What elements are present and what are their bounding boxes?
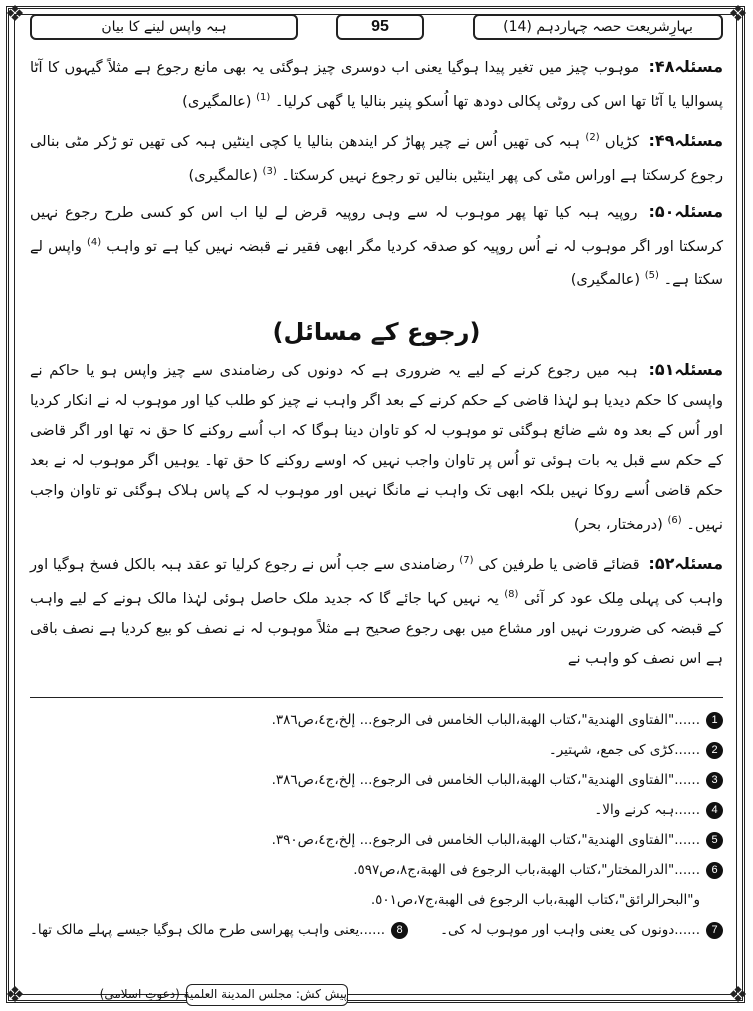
masala-text: کڑیاں [604,132,640,150]
footnote-number: 3 [706,772,723,789]
masala-text: روپیہ ہبہ کیا تھا پھر موہوب لہ سے وہی روپیہ قرض لے لیا اب اس کو کسی طرح رجوع نہیں کرسکتا اور اگر موہوب لہ نے اُس روپیہ کو صدقہ کردیا مگر ابھی فقیر نے قبضہ نہیں کیا ہے تو واہب [30,203,724,255]
footnote-number: 6 [706,862,723,879]
section-heading: (رجوع کے مسائل) [272,318,481,347]
footnote-number: 4 [706,802,723,819]
footnote-item [30,795,723,825]
page-header [30,14,723,42]
footnote-text: ......"الفتاوی الهندية"،كتاب الهبة،الباب الخامس فی الرجوع... إلخ،ج٤،ص٣٩٠. [271,832,700,848]
masala-52 [30,546,723,674]
masala-text: ہبہ میں رجوع کرنے کے لیے یہ ضروری ہے کہ دونوں کی رضامندی سے چیز واپس ہو یا حاکم نے واپسی کا حکم دیدیا ہو لہٰذا قاضی کے حکم کرنے کے بعد اگر واہب نے چیز کو طلب کیا اور موہوب لہ نے انکار کردیا اور اُس کے بعد وہ شے ضائع ہوگئی تو موہوب لہ کو تاوان دینا ہوگا کہ اب اُسے روکنے کا حق نہ تھا اور اگر قاضی کے حکم سے قبل یہ بات ہوئی تو اُس پر تاوان واجب نہیں کہ اوسے روکنے کا حق تھا۔ یوہیں اگر موہوب لہ نے بعد حکم قاضی اُسے روکا نہیں بلکہ ابھی تک واہب نے مانگا نہیں اور موہوب لہ کے پاس ہلاک ہوگئی تو تاوان واجب نہیں۔ [30,362,723,534]
corner-ornament-icon: ❖ [728,983,748,1008]
masala-text: رضامندی سے جب اُس نے رجوع کرلیا تو عقد ہبہ بالکل فسخ ہوگیا اور واہب کی پہلی مِلک عود کر آئی [30,556,723,607]
source-citation: (عالمگیری) [570,271,641,289]
corner-ornament-icon: ❖ [728,2,748,27]
masala-text: موہوب چیز میں تغیر پیدا ہوگیا یعنی اب دوسری چیز ہوگئی یہ بھی مانع رجوع ہے مثلاً گیہوں کا آٹا پسوالیا یا آٹا تھا اس کی روٹی پکالی دودھ تھا اُسکو پنیر بنالیا یا گھی کرلیا۔ [30,59,723,110]
publisher-footer: پیش کش: مجلس المدينة العلمية (دعوتِ اسلامی) [186,984,348,1006]
footnotes [30,705,723,945]
masala-51 [30,355,723,540]
footnote-number: 7 [706,922,723,939]
footnote-ref[interactable]: (5) [644,270,659,282]
footnote-ref[interactable]: (8) [504,589,519,601]
footnote-number: 2 [706,742,723,759]
footnote-item [30,885,723,915]
masala-49 [30,123,723,191]
footnote-text: ......"الدرالمختار"،كتاب الهبة،باب الرجوع فی الهبة،ج٨،ص٥٩٧. [353,862,700,878]
footnote-item [30,825,723,855]
footnote-ref[interactable]: (1) [256,92,271,103]
footnote-item [30,735,723,765]
footnote-number: 8 [391,922,408,939]
masala-48 [30,52,723,117]
footnote-ref[interactable]: (6) [667,515,682,527]
footnote-item [30,705,723,735]
footnote-number: 5 [706,832,723,849]
footnote-text: ......"الفتاوی الهندية"،كتاب الهبة،الباب الخامس فی الرجوع... إلخ،ج٤،ص٣٨٦. [271,772,700,788]
masala-50 [30,197,723,296]
masala-label: مسئلہ۴۸: [648,57,723,76]
source-citation: (عالمگیری) [182,92,252,110]
footnote-text: ......"الفتاوی الهندية"،كتاب الهبة،الباب الخامس فی الرجوع... إلخ،ج٤،ص٣٨٦. [271,712,700,728]
footnote-ref[interactable]: (4) [86,236,102,248]
masala-text: واپس لے سکتا ہے۔ [30,237,723,289]
book-title: بہارِشریعت حصہ چہاردہم (14) [473,14,723,40]
footnote-text: و"البحرالرائق"،كتاب الهبة،باب الرجوع فی الهبة،ج٧،ص٥٠١. [370,892,700,908]
footnote-ref[interactable]: (7) [459,555,474,567]
masala-text: قضائے قاضی یا طرفین کی [478,556,640,574]
footnote-number: 1 [706,712,723,729]
source-citation: (عالمگیری) [188,166,258,184]
masala-label: مسئلہ۵۲: [648,554,723,574]
corner-ornament-icon: ❖ [5,983,25,1008]
footnote-text: ......دونوں کی یعنی واہب اور موہوب لہ کی۔ [440,922,700,938]
corner-ornament-icon: ❖ [5,2,25,27]
masala-text: ہبہ کی تھیں اُس نے چیر پھاڑ کر ایندھن بنالیا یا کچی اینٹیں ہبہ کی تھیں تو ڑکر مٹی بنالی رجوع کرسکتا ہے اوراس مٹی کی پھر اینٹیں بنالیں تو رجوع نہیں کرسکتا۔ [30,132,723,184]
main-text [30,52,723,680]
footnote-ref[interactable]: (2) [585,131,600,143]
footnote-ref[interactable]: (3) [262,165,277,177]
footnote-pair [30,915,723,945]
footnote-text: ......یعنی واہب پھراسی طرح مالک ہوگیا جیسے پہلے مالک تھا۔ [30,922,386,938]
footnote-text: ......ہبہ کرنے والا۔ [594,802,700,818]
footnote-item [30,765,723,795]
chapter-title: ہبہ واپس لینے کا بیان [30,14,298,40]
footnote-item [30,922,408,939]
source-citation: (درمختار، بحر) [573,516,663,534]
masala-label: مسئلہ۵۰: [648,201,723,221]
footnote-text: ......کڑی کی جمع، شہتیر۔ [548,742,700,758]
masala-label: مسئلہ۵۱: [648,360,723,380]
page-number: 95 [336,14,424,40]
masala-text: یہ نہیں کہا جائے گا کہ جدید ملک حاصل ہوئی لہٰذا مالک ہونے کے لیے واہب کے قبضہ کی ضرورت نہیں اور مشاع میں بھی رجوع صحیح ہے مثلاً موہوب لہ نے نصف کو بیع کردیا ہے نصف باقی ہے اس نصف کو واہب نے [30,589,723,667]
footnote-item [440,922,723,939]
masala-label: مسئلہ۴۹: [648,130,724,150]
footnote-divider [30,697,723,698]
footnote-item [30,855,723,885]
